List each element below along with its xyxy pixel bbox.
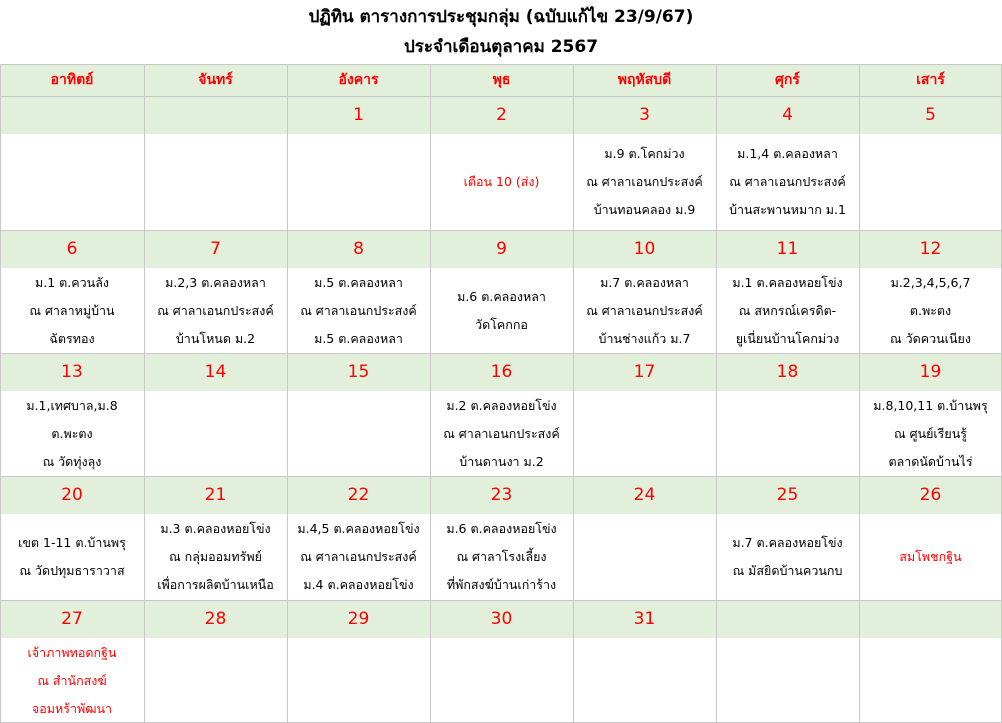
weekday-header: อังคาร [287,64,430,96]
day-number: 6 [0,230,144,268]
event-line: ณ ศูนย์เรียนรู้ [894,425,967,441]
event-line: เพื่อการผลิตบ้านเหนือ [157,577,274,592]
day-number: 3 [573,96,716,134]
event-line: ณ วัดควนเนียง [890,330,971,346]
day-number: 22 [287,476,430,514]
day-number: 25 [716,476,859,514]
event-line: ณ ศาลาเอนกประสงค์ [157,302,274,318]
event-line: ณ กลุ่มออมทรัพย์ [169,549,262,564]
event-line: ณ มัสยิดบ้านควนกบ [732,563,843,578]
event-line: วัดโคกกอ [475,316,528,332]
day-cell-events [716,134,859,230]
day-number: 1 [287,96,430,134]
event-line: ม.1 ต.ควนลัง [35,274,109,290]
event-line: ต.พะตง [909,302,952,318]
event-line: ณ ศาลาเอนกประสงค์ [300,549,417,564]
day-number: 24 [573,476,716,514]
day-number: 8 [287,230,430,268]
day-cell-events [287,638,430,723]
day-number: 10 [573,230,716,268]
weekday-header: เสาร์ [859,64,1002,96]
weekday-header: ศุกร์ [716,64,859,96]
day-cell-events [716,514,859,600]
event-line: เจ้าภาพทอดกฐิน [27,644,117,660]
day-number: 26 [859,476,1002,514]
day-number: 2 [430,96,573,134]
title-line-2: ประจำเดือนตุลาคม 2567 [403,37,599,57]
calendar-grid [0,64,1002,723]
day-cell-events [430,268,573,353]
day-number [0,96,144,134]
day-number: 21 [144,476,287,514]
day-number: 13 [0,353,144,391]
event-line: ตลาดนัดบ้านไร่ [888,453,973,469]
day-number: 16 [430,353,573,391]
event-line: ม.1,4 ต.คลองหลา [737,146,838,161]
weekday-header: พฤหัสบดี [573,64,716,96]
event-line: บ้านโหนด ม.2 [175,330,256,346]
event-line: บ้านสะพานหมาก ม.1 [729,202,846,217]
day-cell-events [0,134,144,230]
day-number: 28 [144,600,287,638]
event-line: ณ วัดทุ่งลุง [42,453,102,469]
day-number: 23 [430,476,573,514]
grid-horizontal-line [0,96,1002,97]
day-number: 14 [144,353,287,391]
day-cell-events [430,638,573,723]
day-number: 11 [716,230,859,268]
event-line: บ้านดานงา ม.2 [459,453,544,469]
event-line: ณ ศาลาเอนกประสงค์ [729,174,846,189]
event-line: ม.6 ต.คลองหลา [457,288,546,304]
day-cell-events [573,638,716,723]
grid-vertical-line [716,64,717,723]
event-line: ที่พักสงฆ์บ้านเก่าร้าง [446,577,557,592]
day-cell-events [144,514,287,600]
day-number [859,600,1002,638]
grid-vertical-line [144,64,145,723]
day-cell-events [430,514,573,600]
grid-vertical-line [0,64,1,723]
day-number [144,96,287,134]
day-cell-events [430,391,573,476]
day-cell-events [287,514,430,600]
event-line: บ้านช่างแก้ว ม.7 [598,330,691,346]
grid-horizontal-line [0,476,1002,477]
day-number: 31 [573,600,716,638]
weekday-header: จันทร์ [144,64,287,96]
day-cell-events [859,268,1002,353]
day-cell-events [287,268,430,353]
day-number: 29 [287,600,430,638]
day-cell-events [859,391,1002,476]
event-line: ม.5 ต.คลองหลา [314,274,403,290]
event-line: ม.2 ต.คลองหอยโข่ง [446,397,557,413]
grid-horizontal-line [0,600,1002,601]
day-cell-events [573,514,716,600]
day-cell-events [144,268,287,353]
title-line-1: ปฏิทิน ตารางการประชุมกลุ่ม (ฉบับแก้ไข 23/9/67) [308,7,694,27]
day-cell-events [573,268,716,353]
grid-vertical-line [287,64,288,723]
calendar-title [0,0,1002,64]
event-line: ม.6 ต.คลองหอยโข่ง [446,521,557,536]
day-number: 9 [430,230,573,268]
grid-horizontal-line [0,230,1002,231]
day-number: 15 [287,353,430,391]
day-cell-events [287,391,430,476]
day-number: 4 [716,96,859,134]
event-line: ณ ศาลาเอนกประสงค์ [586,302,703,318]
event-line: ฉัตรทอง [49,330,95,346]
day-cell-events [144,134,287,230]
day-cell-events [859,638,1002,723]
day-number: 30 [430,600,573,638]
day-cell-events [0,391,144,476]
day-cell-events [859,514,1002,600]
event-line: ม.8,10,11 ต.บ้านพรุ [873,397,988,413]
event-line: ณ สหกรณ์เครดิต- [738,302,837,318]
event-line: สมโพชกฐิน [899,549,962,564]
day-number: 5 [859,96,1002,134]
grid-vertical-line [573,64,574,723]
day-cell-events [0,514,144,600]
grid-vertical-line [430,64,431,723]
event-line: ณ ศาลาเอนกประสงค์ [443,425,560,441]
event-line: ม.1,เทศบาล,ม.8 [26,397,118,413]
weekday-header: อาทิตย์ [0,64,144,96]
event-line: ณ สำนักสงฆ์ [37,672,107,688]
day-cell-events [144,391,287,476]
day-cell-events [430,134,573,230]
day-number: 27 [0,600,144,638]
day-cell-events [0,638,144,723]
event-line: ม.1 ต.คลองหอยโข่ง [732,274,843,290]
day-cell-events [573,391,716,476]
day-cell-events [716,391,859,476]
day-number: 18 [716,353,859,391]
event-line: ยูเนี่ยนบ้านโคกม่วง [735,330,840,346]
event-line: ม.3 ต.คลองหอยโข่ง [160,521,271,536]
event-line: ม.4 ต.คลองหอยโข่ง [303,577,414,592]
weekday-header: พุธ [430,64,573,96]
event-line: ต.พะตง [51,425,93,441]
day-number: 17 [573,353,716,391]
day-cell-events [859,134,1002,230]
event-line: ม.7 ต.คลองหอยโข่ง [732,535,843,550]
event-line: ม.2,3 ต.คลองหลา [165,274,266,290]
grid-horizontal-line [0,353,1002,354]
grid-horizontal-line [0,64,1002,65]
event-line: บ้านทอนคลอง ม.9 [593,202,696,217]
day-cell-events [287,134,430,230]
grid-vertical-line [859,64,860,723]
day-number: 20 [0,476,144,514]
event-line: ณ ศาลาเอนกประสงค์ [300,302,417,318]
day-cell-events [573,134,716,230]
event-line: ม.2,3,4,5,6,7 [890,274,971,290]
day-cell-events [0,268,144,353]
event-line: เตือน 10 (ส่ง) [463,174,540,189]
day-number [716,600,859,638]
event-line: ณ ศาลาหมู่บ้าน [29,302,115,318]
day-number: 7 [144,230,287,268]
day-cell-events [716,638,859,723]
day-number: 12 [859,230,1002,268]
event-line: ณ วัดปทุมธาราวาส [19,563,125,578]
day-cell-events [144,638,287,723]
event-line: ม.7 ต.คลองหลา [600,274,689,290]
event-line: จอมหร้าพัฒนา [31,700,113,716]
day-number: 19 [859,353,1002,391]
event-line: เขต 1-11 ต.บ้านพรุ [18,535,126,550]
event-line: ณ ศาลาโรงเลี้ยง [456,549,547,564]
event-line: ม.4,5 ต.คลองหอยโข่ง [297,521,420,536]
event-line: ม.9 ต.โคกม่วง [604,146,685,161]
event-line: ณ ศาลาเอนกประสงค์ [586,174,703,189]
event-line: ม.5 ต.คลองหลา [314,330,403,346]
day-cell-events [716,268,859,353]
